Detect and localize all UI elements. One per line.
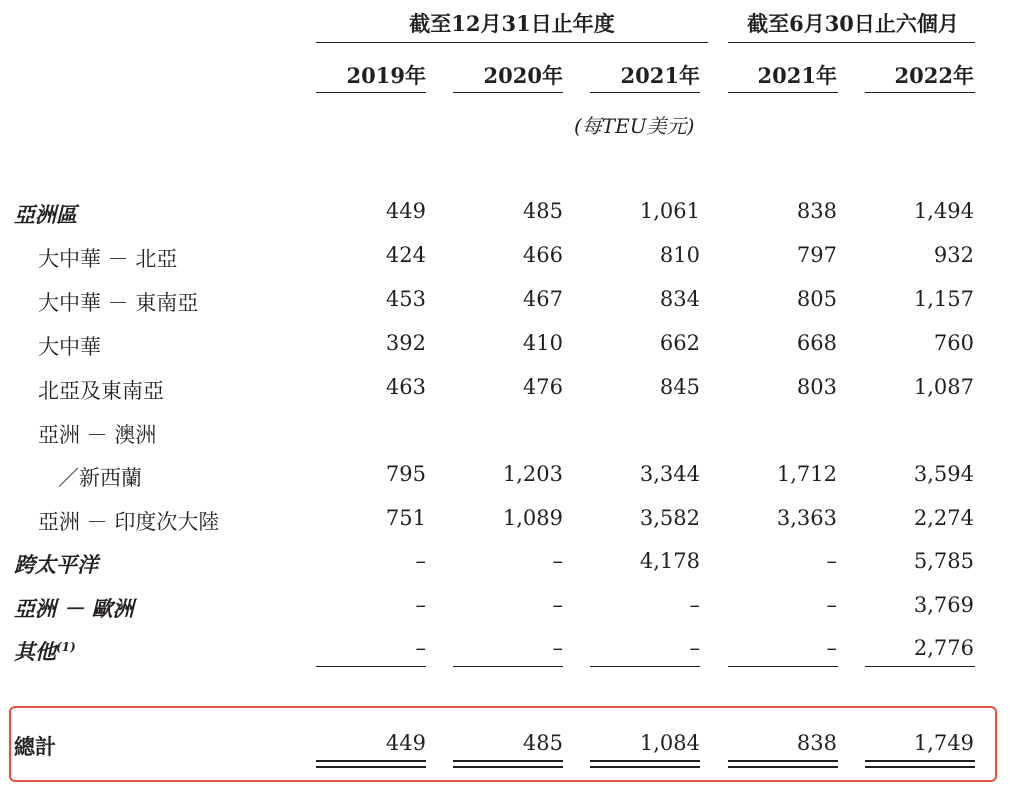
row-label-greater-china: 大中華 (38, 335, 101, 359)
cell-r9-c1: – (552, 593, 563, 617)
row-label-greater-china-southeast-asia: 大中華 － 東南亞 (38, 291, 199, 315)
cell-r8-c1: – (552, 549, 563, 573)
year-header-2021-fy: 2021年 (620, 63, 700, 88)
subtotal-rule-2019 (316, 666, 426, 667)
cell-r0-c1: 485 (522, 199, 563, 223)
row-label-asia-australia: 亞洲 － 澳洲 (38, 423, 157, 447)
cell-r1-c1: 466 (522, 243, 563, 267)
cell-r10-c0: – (415, 636, 426, 660)
year-rule-2022-6m (865, 92, 975, 93)
cell-r0-c3: 838 (796, 199, 837, 223)
row-label-others (14, 636, 76, 666)
header-six-month-group: 截至6月30日止六個月 (747, 11, 959, 36)
total-double-rule-2020 (453, 760, 563, 768)
year-header-2020: 2020年 (483, 63, 563, 88)
cell-r2-c4: 1,157 (913, 287, 974, 311)
cell-r9-c2: – (689, 593, 700, 617)
subtotal-rule-2022-6m (865, 666, 975, 667)
cell-r10-c3: – (826, 636, 837, 660)
row-label-asia: 亞洲區 (14, 202, 77, 227)
row-label-new-zealand: ／新西蘭 (58, 466, 142, 490)
row-label-total: 總計 (14, 734, 56, 759)
row-label-north-southeast-asia: 北亞及東南亞 (38, 379, 164, 403)
year-rule-2020 (453, 92, 563, 93)
header-six-month-rule (728, 42, 975, 43)
unit-note: (每TEU美元) (574, 114, 695, 138)
row-label-asia-europe: 亞洲 － 歐洲 (14, 596, 134, 621)
footnote-marker: (1) (56, 640, 76, 654)
cell-r8-c3: – (826, 549, 837, 573)
year-rule-2019 (316, 92, 426, 93)
cell-r8-c4: 5,785 (913, 549, 974, 573)
header-fiscal-year-rule (316, 42, 708, 43)
cell-r0-c4: 1,494 (913, 199, 974, 223)
cell-r7-c0: 751 (385, 506, 426, 530)
year-header-2019: 2019年 (346, 63, 426, 88)
cell-r4-c0: 463 (385, 375, 426, 399)
header-fiscal-year-group: 截至12月31日止年度 (409, 11, 615, 36)
cell-r2-c0: 453 (385, 287, 426, 311)
subtotal-rule-2021-fy (590, 666, 700, 667)
cell-r7-c1: 1,089 (502, 506, 563, 530)
cell-r6-c4: 3,594 (913, 462, 974, 486)
year-header-2021-6m: 2021年 (757, 63, 837, 88)
subtotal-rule-2021-6m (728, 666, 838, 667)
cell-r0-c0: 449 (385, 199, 426, 223)
cell-r6-c1: 1,203 (502, 462, 563, 486)
total-double-rule-2022-6m (865, 760, 975, 768)
year-rule-2021-fy (590, 92, 700, 93)
cell-r3-c3: 668 (796, 331, 837, 355)
row-label-asia-indian-subcontinent: 亞洲 － 印度次大陸 (38, 510, 220, 534)
cell-r9-c3: – (826, 593, 837, 617)
row-label-others-text: 其他 (14, 639, 56, 664)
cell-r0-c2: 1,061 (639, 199, 700, 223)
total-c1: 485 (522, 731, 563, 755)
cell-r6-c2: 3,344 (639, 462, 700, 486)
cell-r4-c4: 1,087 (913, 375, 974, 399)
cell-r8-c2: 4,178 (639, 549, 700, 573)
cell-r3-c1: 410 (522, 331, 563, 355)
cell-r2-c2: 834 (659, 287, 700, 311)
cell-r8-c0: – (415, 549, 426, 573)
row-label-transpacific: 跨太平洋 (14, 552, 98, 577)
cell-r2-c1: 467 (522, 287, 563, 311)
cell-r3-c0: 392 (385, 331, 426, 355)
total-double-rule-2021-fy (590, 760, 700, 768)
cell-r1-c2: 810 (659, 243, 700, 267)
cell-r9-c0: – (415, 593, 426, 617)
year-header-2022-6m: 2022年 (894, 63, 974, 88)
cell-r1-c3: 797 (796, 243, 837, 267)
total-c3: 838 (796, 731, 837, 755)
total-c0: 449 (385, 731, 426, 755)
row-label-greater-china-north-asia: 大中華 － 北亞 (38, 247, 178, 271)
total-c4: 1,749 (913, 731, 974, 755)
cell-r9-c4: 3,769 (913, 593, 974, 617)
cell-r4-c3: 803 (796, 375, 837, 399)
cell-r10-c1: – (552, 636, 563, 660)
subtotal-rule-2020 (453, 666, 563, 667)
total-c2: 1,084 (639, 731, 700, 755)
cell-r6-c0: 795 (385, 462, 426, 486)
cell-r10-c2: – (689, 636, 700, 660)
cell-r10-c4: 2,776 (913, 636, 974, 660)
cell-r3-c2: 662 (659, 331, 700, 355)
cell-r6-c3: 1,712 (776, 462, 837, 486)
cell-r4-c1: 476 (522, 375, 563, 399)
cell-r7-c4: 2,274 (913, 506, 974, 530)
total-double-rule-2019 (316, 760, 426, 768)
cell-r4-c2: 845 (659, 375, 700, 399)
cell-r7-c3: 3,363 (776, 506, 837, 530)
cell-r2-c3: 805 (796, 287, 837, 311)
year-rule-2021-6m (728, 92, 838, 93)
cell-r7-c2: 3,582 (639, 506, 700, 530)
total-double-rule-2021-6m (728, 760, 838, 768)
cell-r1-c0: 424 (385, 243, 426, 267)
cell-r3-c4: 760 (933, 331, 974, 355)
cell-r1-c4: 932 (933, 243, 974, 267)
